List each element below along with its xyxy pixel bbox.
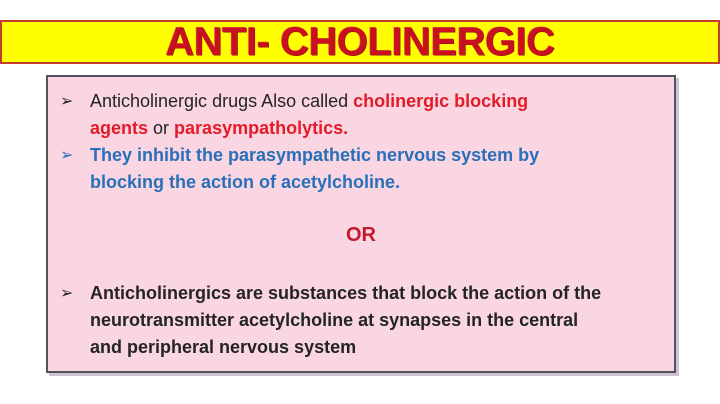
arrow-bullet-icon: ➢ [60, 285, 74, 302]
arrow-bullet-icon: ➢ [60, 93, 74, 110]
text-line [90, 307, 666, 334]
text-line [90, 169, 666, 196]
bullet-item [56, 280, 666, 361]
text-segment: They inhibit the parasympathetic nervous system by [90, 145, 540, 165]
bullet-text [90, 88, 666, 142]
slide-title: ANTI- CHOLINERGIC [165, 20, 555, 64]
text-segment: agents [90, 118, 149, 138]
text-segment: or [148, 118, 175, 138]
text-line [90, 115, 666, 142]
text-segment: blocking the action of acetylcholine. [90, 172, 401, 192]
text-segment: parasympatholytics. [174, 118, 349, 138]
text-segment: Anticholinergic drugs Also called [90, 91, 354, 111]
or-separator: OR [346, 224, 376, 246]
text-line [90, 334, 666, 361]
text-line [90, 142, 666, 169]
bullet-item [56, 142, 666, 196]
text-line [90, 280, 666, 307]
title-banner [0, 20, 720, 64]
bullet-text [90, 142, 666, 196]
bullet-item [56, 88, 666, 142]
text-segment: and peripheral nervous system [90, 337, 357, 357]
content-box [46, 75, 676, 373]
text-segment: Anticholinergics are substances that block the action of the [90, 283, 602, 303]
arrow-bullet-icon: ➢ [60, 147, 74, 164]
text-line [90, 88, 666, 115]
text-segment: cholinergic blocking [353, 91, 529, 111]
bullet-text [90, 280, 666, 361]
text-segment: neurotransmitter acetylcholine at synapses in the central [90, 310, 579, 330]
bullet-list [56, 88, 666, 361]
